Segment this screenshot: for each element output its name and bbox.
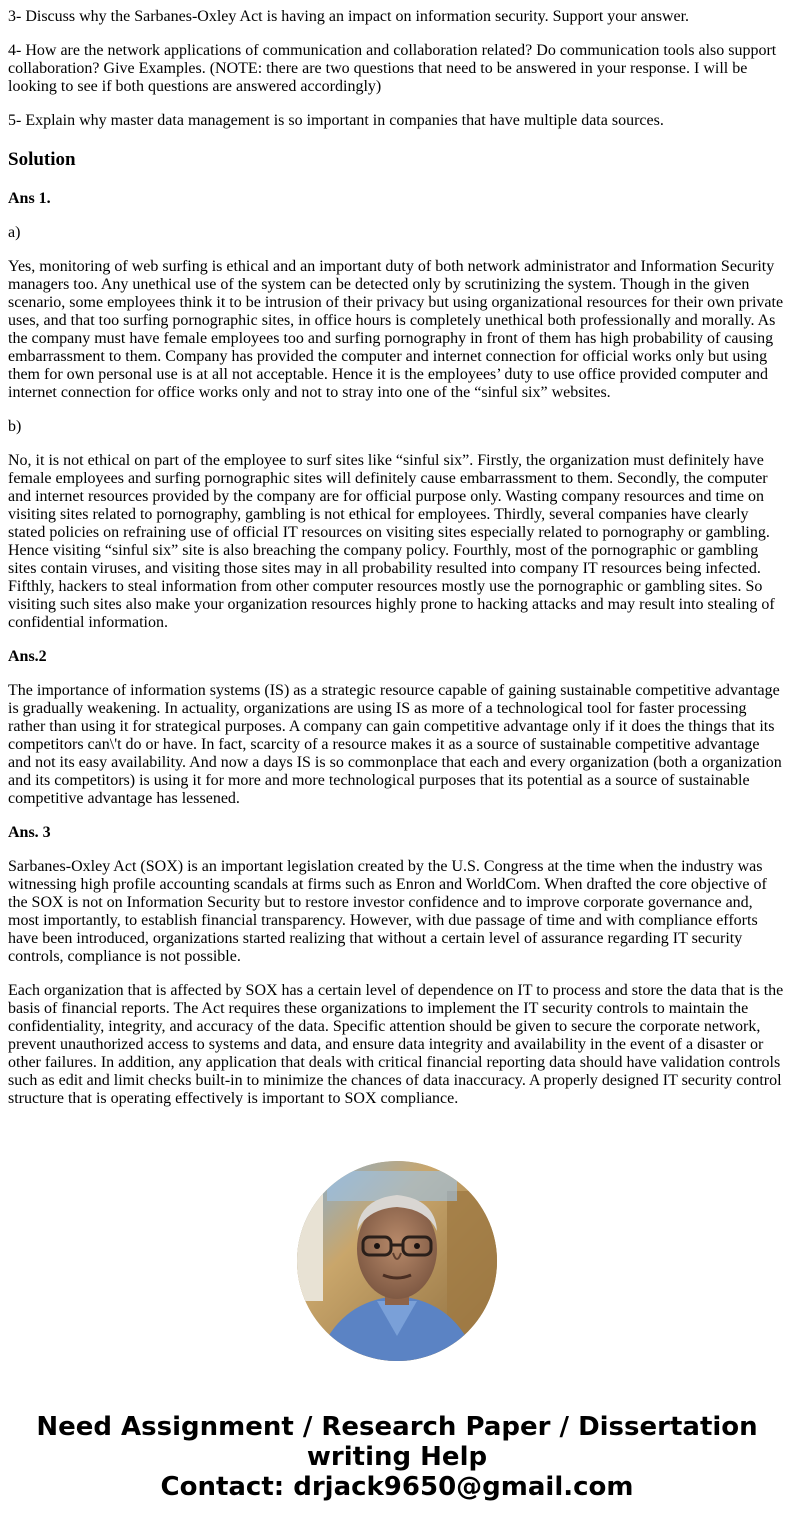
ans3-paragraph-2: Each organization that is affected by SOX has a certain level of dependence on IT to process and store the data that is the basis of financial reports. The Act requires these organizations to implement the IT security controls to maintain the confidentiality, integrity, and accuracy of the data. Specific attention should be given to secure the corporate network, prevent unauthorized access to systems and data, and ensure data integrity and availability in the event of a disaster or other failures. In addition, any application that deals with critical financial reporting data should have validation controls such as edit and limit checks built-in to minimize the chances of data inaccuracy. A properly designed IT security control structure that is operating effectively is important to SOX compliance. [8,982,784,1107]
ans3-paragraph-1: Sarbanes-Oxley Act (SOX) is an important legislation created by the U.S. Congress at the time when the industry was witnessing high profile accounting scandals at firms such as Enron and WorldCom. When drafted the core objective of the SOX is not on Information Security but to restore investor confidence and to improve corporate governance and, most importantly, to establish financial transparency. However, with due passage of time and with compliance efforts have been introduced, organizations started realizing that without a certain level of assurance regarding IT security controls, compliance is not possible. [8,858,767,965]
document-body [0,8,794,1108]
question-5: 5- Explain why master data management is so important in companies that have multiple data sources. [8,112,664,129]
ans2-label: Ans.2 [8,648,47,665]
question-4: 4- How are the network applications of communication and collaboration related? Do communication tools also support collaboration? Give Examples. (NOTE: there are two questions that need to be answered in your response. I will be looking to see if both questions are answered accordingly) [8,42,777,95]
ans1-a-label: a) [8,224,21,241]
ans1-label: Ans 1. [8,190,51,207]
solution-heading: Solution [8,149,76,170]
author-portrait-icon [297,1161,497,1361]
ans1-b-text: No, it is not ethical on part of the employee to surf sites like “sinful six”. Firstly, the organization must definitely have female employees and surfing pornographic sites will definitely cause embarrassment to them. Secondly, the computer and internet resources provided by the company are for official purpose only. Wasting company resources and time on visiting sites related to pornography, gambling is not ethical for employees. Thirdly, several companies have clearly stated policies on refraining use of official IT resources on visiting sites especially related to pornography or gambling. Hence visiting “sinful six” site is also breaching the company policy. Fourthly, most of the pornographic or gambling sites contain viruses, and visiting those sites may in all probability resulted into company IT resources being infected. Fifthly, hackers to steal information from other computer resources mostly use the pornographic or gambling sites. So visiting such sites also make your organization resources highly prone to hacking attacks and may result into stealing of confidential information. [8,452,775,631]
promo-banner [0,1412,794,1502]
ans1-a-text: Yes, monitoring of web surfing is ethical and an important duty of both network administrator and Information Security managers too. Any unethical use of the system can be detected only by scrutinizing the system. Though in the given scenario, some employees think it to be intrusion of their privacy but using organizational resources for their own private uses, and that too surfing pornographic sites, in office hours is completely unethical both professionally and morally. As the company must have female employees too and surfing pornography in front of them has high probability of causing embarrassment to them. Company has provided the computer and internet connection for official works only but using them for own personal use is at all not acceptable. Hence it is the employees’ duty to use office provided computer and internet connection for office works only and not to stray into one of the “sinful six” websites. [8,258,784,401]
ans3-label: Ans. 3 [8,824,51,841]
author-avatar [297,1161,497,1361]
promo-contact: Contact: drjack9650@gmail.com [160,1472,634,1502]
ans1-b-label: b) [8,418,22,435]
promo-line-2: writing Help [306,1442,488,1472]
promo-line-1: Need Assignment / Research Paper / Dissertation [36,1412,758,1442]
question-3: 3- Discuss why the Sarbanes-Oxley Act is having an impact on information security. Support your answer. [8,8,690,25]
ans2-text: The importance of information systems (IS) as a strategic resource capable of gaining sustainable competitive advantage is gradually weakening. In actuality, organizations are using IS as more of a technological tool for faster processing rather than using it for strategical purposes. A company can gain competitive advantage only if it does the things that its competitors can\'t do or have. In fact, scarcity of a resource makes it as a source of sustainable competitive advantage and not its easy availability. And now a days IS is so commonplace that each and every organization (both a organization and its competitors) is using it for more and more technological purposes that its potential as a source of sustainable competitive advantage has lessened. [8,682,782,807]
